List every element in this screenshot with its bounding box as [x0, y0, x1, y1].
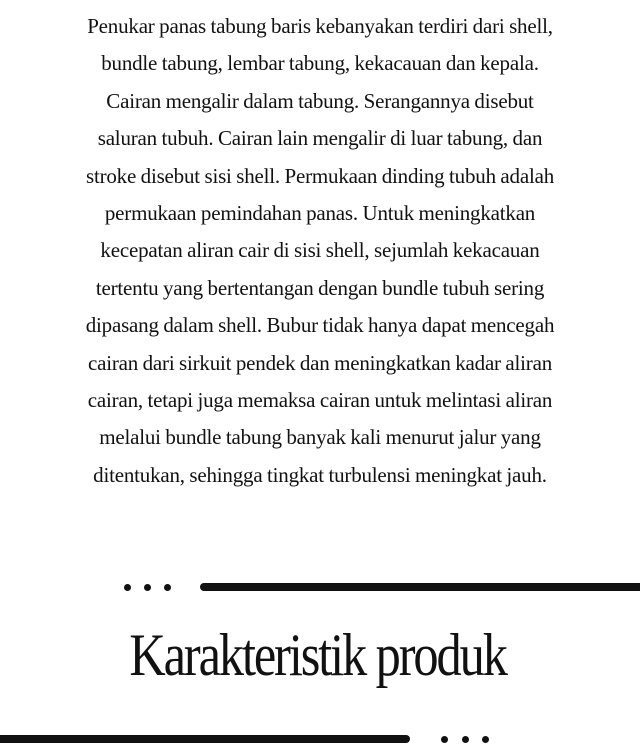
section-divider-top [0, 580, 640, 600]
paragraph-line: stroke disebut sisi shell. Permukaan dinding tubuh adalah [85, 163, 555, 188]
intro-paragraph [30, 8, 610, 494]
divider-dot [462, 736, 469, 743]
divider-bar [200, 583, 640, 591]
divider-dot [124, 584, 131, 591]
divider-dot [144, 584, 151, 591]
section-divider-bottom [0, 732, 640, 752]
paragraph-line: Penukar panas tabung baris kebanyakan terdiri dari shell, [87, 14, 553, 38]
paragraph-line: dipasang dalam shell. Bubur tidak hanya dapat mencegah [85, 313, 555, 338]
paragraph-line: saluran tubuh. Cairan lain mengalir di luar tabung, dan [97, 126, 543, 151]
divider-bar [0, 735, 410, 743]
paragraph-line: kecepatan aliran cair di sisi shell, sejumlah kekacauan [100, 238, 540, 263]
divider-dot [482, 736, 489, 743]
divider-dot [164, 584, 171, 591]
paragraph-line: tertentu yang bertentangan dengan bundle tubuh sering [95, 275, 545, 300]
paragraph-line: bundle tabung, lembar tabung, kekacauan dan kepala. [101, 51, 539, 76]
divider-dot [441, 736, 448, 743]
paragraph-line: ditentukan, sehingga tingkat turbulensi meningkat jauh. [93, 462, 547, 487]
paragraph-line: melalui bundle tabung banyak kali menurut jalur yang [99, 425, 541, 450]
paragraph-line: cairan dari sirkuit pendek dan meningkatkan kadar aliran [87, 350, 553, 375]
paragraph-line: Cairan mengalir dalam tabung. Serangannya disebut [106, 88, 534, 113]
paragraph-line: permukaan pemindahan panas. Untuk meningkatkan [104, 201, 536, 226]
paragraph-line: cairan, tetapi juga memaksa cairan untuk melintasi aliran [87, 388, 553, 413]
section-heading: Karakteristik produk [129, 622, 506, 688]
